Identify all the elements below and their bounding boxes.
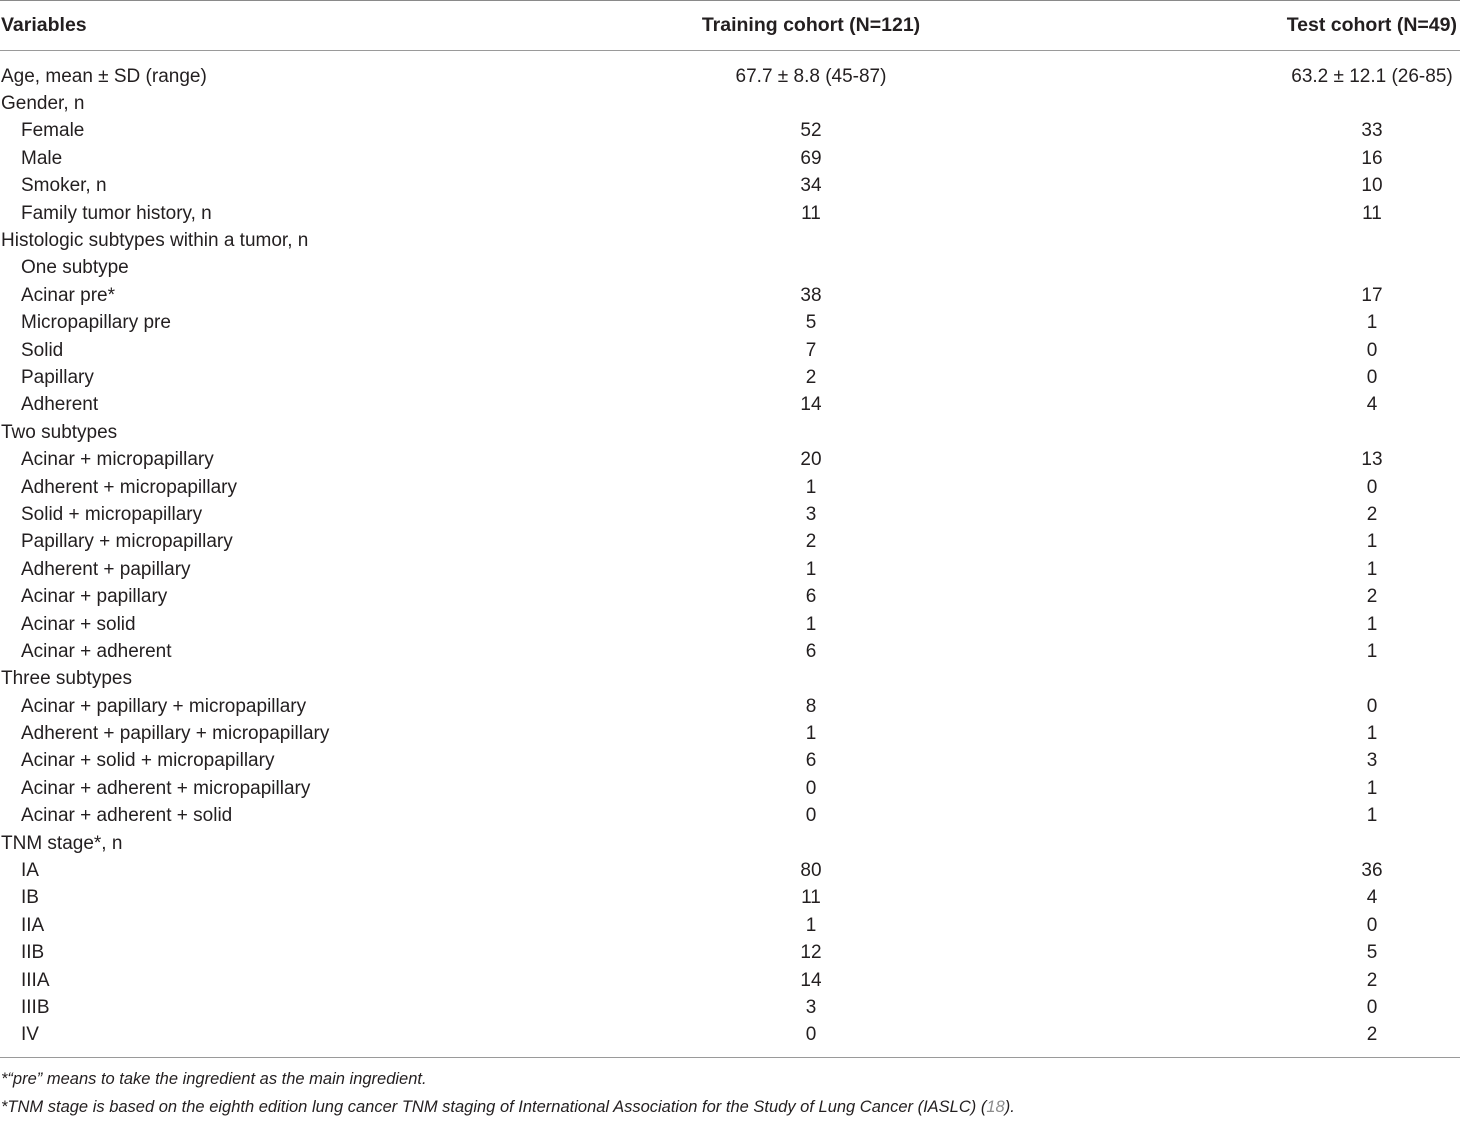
test-cell: [1051, 120, 1460, 142]
test-cell: [1051, 203, 1460, 225]
table-row: [0, 1022, 1460, 1049]
table-header: [0, 1, 1460, 50]
table-row: [0, 666, 1460, 693]
row-label: Acinar + papillary: [21, 586, 168, 608]
row-label: Acinar + adherent + solid: [21, 805, 233, 827]
test-value: 1: [1366, 558, 1378, 580]
test-value: 0: [1366, 476, 1378, 498]
training-value: 52: [800, 120, 822, 142]
test-cell: [1051, 477, 1460, 499]
table-row: [0, 145, 1460, 172]
test-value: 17: [1361, 284, 1383, 306]
test-value: 0: [1366, 366, 1378, 388]
header-test-cohort: Test cohort (N=49): [1286, 14, 1457, 36]
row-label: Acinar + solid + micropapillary: [21, 750, 275, 772]
test-value: 16: [1361, 147, 1383, 169]
table-row: [0, 529, 1460, 556]
footnote-pre: *“pre” means to take the ingredient as the main ingredient.: [1, 1070, 427, 1089]
row-label: IIB: [21, 942, 45, 964]
row-label: Papillary: [21, 366, 94, 388]
test-cell: [1051, 723, 1460, 745]
table-row: [0, 364, 1460, 391]
test-cell: [1051, 230, 1460, 252]
footnote-tnm: [0, 1093, 1460, 1121]
test-value: 1: [1366, 613, 1378, 635]
row-label: Family tumor history, n: [21, 202, 212, 224]
test-value: 36: [1361, 860, 1383, 882]
training-value: 69: [800, 147, 822, 169]
training-value: 2: [805, 366, 817, 388]
test-cell: [1051, 778, 1460, 800]
training-value: 34: [800, 175, 822, 197]
row-label: Adherent: [21, 394, 99, 416]
table-row: [0, 310, 1460, 337]
test-cell: [1051, 257, 1460, 279]
test-cell: [1051, 942, 1460, 964]
test-cell: [1051, 148, 1460, 170]
test-value: 2: [1366, 1024, 1378, 1046]
table-row: [0, 63, 1460, 90]
table-row: [0, 967, 1460, 994]
row-label: IIA: [21, 914, 45, 936]
training-value: 3: [805, 503, 817, 525]
row-label: Acinar + papillary + micropapillary: [21, 695, 307, 717]
test-value: 0: [1366, 914, 1378, 936]
training-value: 6: [805, 750, 817, 772]
row-label: IB: [21, 887, 39, 909]
row-label: Female: [21, 120, 85, 142]
test-cell: [1051, 833, 1460, 855]
test-value: 4: [1366, 887, 1378, 909]
table-row: [0, 912, 1460, 939]
table-row: [0, 857, 1460, 884]
training-value: 0: [805, 777, 817, 799]
footnote-tnm-end: ).: [1004, 1098, 1015, 1117]
training-value: 1: [805, 613, 817, 635]
table-row: [0, 337, 1460, 364]
training-value: 12: [800, 942, 822, 964]
row-label: IV: [21, 1024, 39, 1046]
test-value: 1: [1366, 312, 1378, 334]
table-row: [0, 803, 1460, 830]
row-label: TNM stage*, n: [1, 832, 123, 854]
test-cell: [1051, 997, 1460, 1019]
table-row: [0, 940, 1460, 967]
test-cell: [1051, 668, 1460, 690]
row-label: Solid: [21, 339, 64, 361]
training-value: 1: [805, 558, 817, 580]
test-value: 63.2 ± 12.1 (26-85): [1291, 65, 1453, 87]
training-value: 11: [801, 202, 821, 224]
test-cell: [1051, 394, 1460, 416]
training-value: 1: [805, 723, 817, 745]
test-cell: [1051, 93, 1460, 115]
test-value: 33: [1361, 120, 1383, 142]
test-cell: [1051, 66, 1460, 88]
test-value: 0: [1366, 996, 1378, 1018]
row-label: Smoker, n: [21, 175, 107, 197]
test-value: 3: [1366, 750, 1378, 772]
table-row: [0, 392, 1460, 419]
row-label: Solid + micropapillary: [21, 503, 203, 525]
test-cell: [1051, 860, 1460, 882]
table-row: [0, 200, 1460, 227]
header-training-cohort: Training cohort (N=121): [701, 14, 921, 36]
footnotes: [0, 1058, 1460, 1121]
training-value: 3: [805, 996, 817, 1018]
test-value: 0: [1366, 339, 1378, 361]
table-row: [0, 693, 1460, 720]
table-row: [0, 419, 1460, 446]
table-row: [0, 994, 1460, 1021]
training-value: 5: [805, 312, 817, 334]
table-row: [0, 556, 1460, 583]
table-row: [0, 227, 1460, 254]
table-row: [0, 611, 1460, 638]
table-row: [0, 775, 1460, 802]
test-cell: [1051, 750, 1460, 772]
table-row: [0, 255, 1460, 282]
test-value: 13: [1361, 449, 1383, 471]
row-label: Adherent + micropapillary: [21, 476, 237, 498]
training-value: 1: [805, 914, 817, 936]
table-row: [0, 720, 1460, 747]
row-label: Acinar + micropapillary: [21, 449, 214, 471]
row-label: IA: [21, 860, 39, 882]
test-value: 1: [1366, 805, 1378, 827]
row-label: Acinar + solid: [21, 613, 136, 635]
table-row: [0, 474, 1460, 501]
test-value: 11: [1362, 202, 1382, 224]
training-value: 2: [805, 531, 817, 553]
test-cell: [1051, 915, 1460, 937]
test-cell: [1051, 614, 1460, 636]
test-cell: [1051, 586, 1460, 608]
row-label: One subtype: [21, 257, 129, 279]
test-cell: [1051, 422, 1460, 444]
test-cell: [1051, 805, 1460, 827]
test-cell: [1051, 449, 1460, 471]
footnote-tnm-text: *TNM stage is based on the eighth edition lung cancer TNM staging of International Association for the Study of Lung Cancer (IASLC) (: [1, 1098, 987, 1117]
table-row: [0, 118, 1460, 145]
training-value: 14: [800, 394, 822, 416]
training-value: 11: [801, 887, 821, 909]
training-value: 1: [805, 476, 817, 498]
row-label: Two subtypes: [1, 421, 118, 443]
test-cell: [1051, 970, 1460, 992]
row-label: Acinar + adherent: [21, 640, 172, 662]
test-value: 1: [1366, 531, 1378, 553]
table-row: [0, 583, 1460, 610]
test-cell: [1051, 887, 1460, 909]
test-value: 1: [1366, 777, 1378, 799]
training-value: 6: [805, 640, 817, 662]
table-row: [0, 830, 1460, 857]
row-label: Age, mean ± SD (range): [1, 65, 207, 87]
test-value: 10: [1361, 175, 1383, 197]
test-cell: [1051, 312, 1460, 334]
row-label: Gender, n: [1, 93, 85, 115]
test-value: 1: [1366, 640, 1378, 662]
table-row: [0, 90, 1460, 117]
test-cell: [1051, 340, 1460, 362]
row-label: Histologic subtypes within a tumor, n: [1, 230, 309, 252]
table-body: [0, 51, 1460, 1057]
test-cell: [1051, 559, 1460, 581]
test-cell: [1051, 175, 1460, 197]
test-value: 0: [1366, 695, 1378, 717]
test-cell: [1051, 641, 1460, 663]
test-value: 2: [1366, 503, 1378, 525]
row-label: Three subtypes: [1, 668, 132, 690]
training-value: 8: [805, 695, 817, 717]
test-cell: [1051, 696, 1460, 718]
row-label: Male: [21, 147, 63, 169]
training-value: 0: [805, 805, 817, 827]
reference-link[interactable]: 18: [986, 1098, 1005, 1117]
table-row: [0, 282, 1460, 309]
row-label: Acinar + adherent + micropapillary: [21, 777, 311, 799]
test-cell: [1051, 1024, 1460, 1046]
table-row: [0, 885, 1460, 912]
test-value: 2: [1366, 586, 1378, 608]
table-row: [0, 638, 1460, 665]
row-label: IIIB: [21, 996, 50, 1018]
test-value: 5: [1366, 942, 1378, 964]
test-cell: [1051, 367, 1460, 389]
training-value: 14: [800, 969, 822, 991]
training-value: 38: [800, 284, 822, 306]
row-label: Adherent + papillary + micropapillary: [21, 723, 330, 745]
test-value: 4: [1366, 394, 1378, 416]
row-label: IIIA: [21, 969, 50, 991]
training-value: 6: [805, 586, 817, 608]
test-value: 2: [1366, 969, 1378, 991]
row-label: Micropapillary pre: [21, 312, 171, 334]
table-row: [0, 748, 1460, 775]
training-value: 67.7 ± 8.8 (45-87): [735, 65, 887, 87]
row-label: Acinar pre*: [21, 284, 115, 306]
row-label: Adherent + papillary: [21, 558, 191, 580]
training-value: 7: [805, 339, 817, 361]
training-value: 0: [805, 1024, 817, 1046]
table-row: [0, 173, 1460, 200]
table-row: [0, 446, 1460, 473]
header-variables: Variables: [1, 14, 87, 36]
training-value: 80: [800, 860, 822, 882]
test-cell: [1051, 531, 1460, 553]
row-label: Papillary + micropapillary: [21, 531, 233, 553]
test-value: 1: [1366, 723, 1378, 745]
table-row: [0, 501, 1460, 528]
test-cell: [1051, 285, 1460, 307]
training-value: 20: [800, 449, 822, 471]
test-cell: [1051, 504, 1460, 526]
